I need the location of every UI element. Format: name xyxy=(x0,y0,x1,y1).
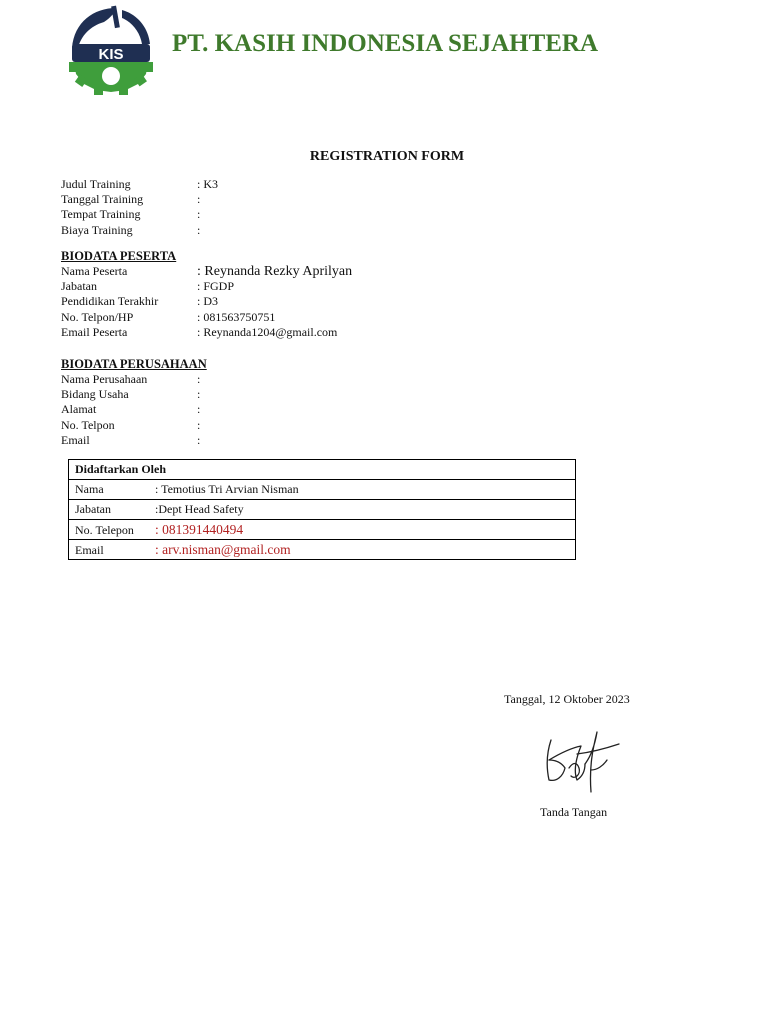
field-value: : xyxy=(197,207,201,222)
signature-label: Tanda Tangan xyxy=(540,805,608,819)
participant-heading: BIODATA PESERTA xyxy=(61,249,177,263)
company-address-row xyxy=(61,402,207,417)
training-title-row xyxy=(61,177,218,192)
field-value: : xyxy=(197,222,201,237)
signature-image xyxy=(537,726,623,796)
field-value: : xyxy=(197,372,201,386)
registrar-name-cell xyxy=(69,480,576,500)
field-value: : xyxy=(197,417,201,432)
field-label: Email Peserta xyxy=(61,324,128,339)
registrar-email-cell xyxy=(69,540,576,560)
registered-by-heading: Didaftarkan Oleh xyxy=(69,460,576,480)
company-heading: BIODATA PERUSAHAAN xyxy=(61,357,207,371)
company-email-row xyxy=(61,433,207,448)
field-label: Jabatan xyxy=(75,502,111,516)
company-name-row xyxy=(61,372,207,387)
field-label: Nama Perusahaan xyxy=(61,372,148,386)
field-value: : Temotius Tri Arvian Nisman xyxy=(155,482,299,496)
logo-text: KIS xyxy=(98,46,124,63)
training-info xyxy=(61,177,218,238)
company-logo xyxy=(64,4,158,96)
field-label: Nama Peserta xyxy=(61,264,128,278)
field-label: No. Telepon xyxy=(75,522,134,537)
table-row xyxy=(69,500,576,520)
participant-section xyxy=(61,249,352,340)
company-name: PT. KASIH INDONESIA SEJAHTERA xyxy=(172,30,599,57)
field-value: : xyxy=(197,402,201,417)
signature-date: Tanggal, 12 Oktober 2023 xyxy=(504,692,630,706)
table-row xyxy=(69,480,576,500)
participant-name-row xyxy=(61,264,352,279)
field-value: : xyxy=(197,432,201,447)
field-value: : Reynanda Rezky Aprilyan xyxy=(197,264,353,279)
table-row xyxy=(69,540,576,560)
field-value: : D3 xyxy=(197,294,218,309)
participant-phone-row xyxy=(61,310,352,325)
participant-education-row xyxy=(61,294,352,309)
field-value: : K3 xyxy=(197,177,218,191)
field-label: Tanggal Training xyxy=(61,192,144,207)
field-value: : xyxy=(197,387,201,402)
field-value: : Reynanda1204@gmail.com xyxy=(197,324,338,339)
field-label: Pendidikan Terakhir xyxy=(61,294,159,309)
field-label: Judul Training xyxy=(61,177,131,191)
company-business-row xyxy=(61,387,207,402)
field-label: Email xyxy=(61,432,90,447)
training-date-row xyxy=(61,192,218,207)
participant-email-row xyxy=(61,325,352,340)
form-title: REGISTRATION FORM xyxy=(309,149,465,164)
field-label: Bidang Usaha xyxy=(61,387,129,402)
training-cost-row xyxy=(61,223,218,238)
registrar-phone-cell xyxy=(69,520,576,540)
field-value: : xyxy=(197,192,201,207)
field-label: Alamat xyxy=(61,402,97,417)
field-label: Email xyxy=(75,542,104,557)
field-label: No. Telpon xyxy=(61,417,115,432)
field-label: Tempat Training xyxy=(61,207,141,222)
company-section xyxy=(61,357,207,448)
table-row xyxy=(69,520,576,540)
field-value: : 081563750751 xyxy=(197,309,276,324)
field-value: : 081391440494 xyxy=(155,521,244,537)
training-place-row xyxy=(61,207,218,222)
registered-by-table xyxy=(68,459,576,560)
participant-position-row xyxy=(61,279,352,294)
field-label: Jabatan xyxy=(61,279,97,294)
field-value: :Dept Head Safety xyxy=(155,502,244,516)
field-value: : FGDP xyxy=(197,279,235,294)
field-label: Biaya Training xyxy=(61,222,133,237)
field-label: No. Telpon/HP xyxy=(61,309,134,324)
field-value: : arv.nisman@gmail.com xyxy=(155,541,291,557)
registrar-position-cell xyxy=(69,500,576,520)
table-header-row xyxy=(69,460,576,480)
company-phone-row xyxy=(61,418,207,433)
field-label: Nama xyxy=(75,482,104,496)
